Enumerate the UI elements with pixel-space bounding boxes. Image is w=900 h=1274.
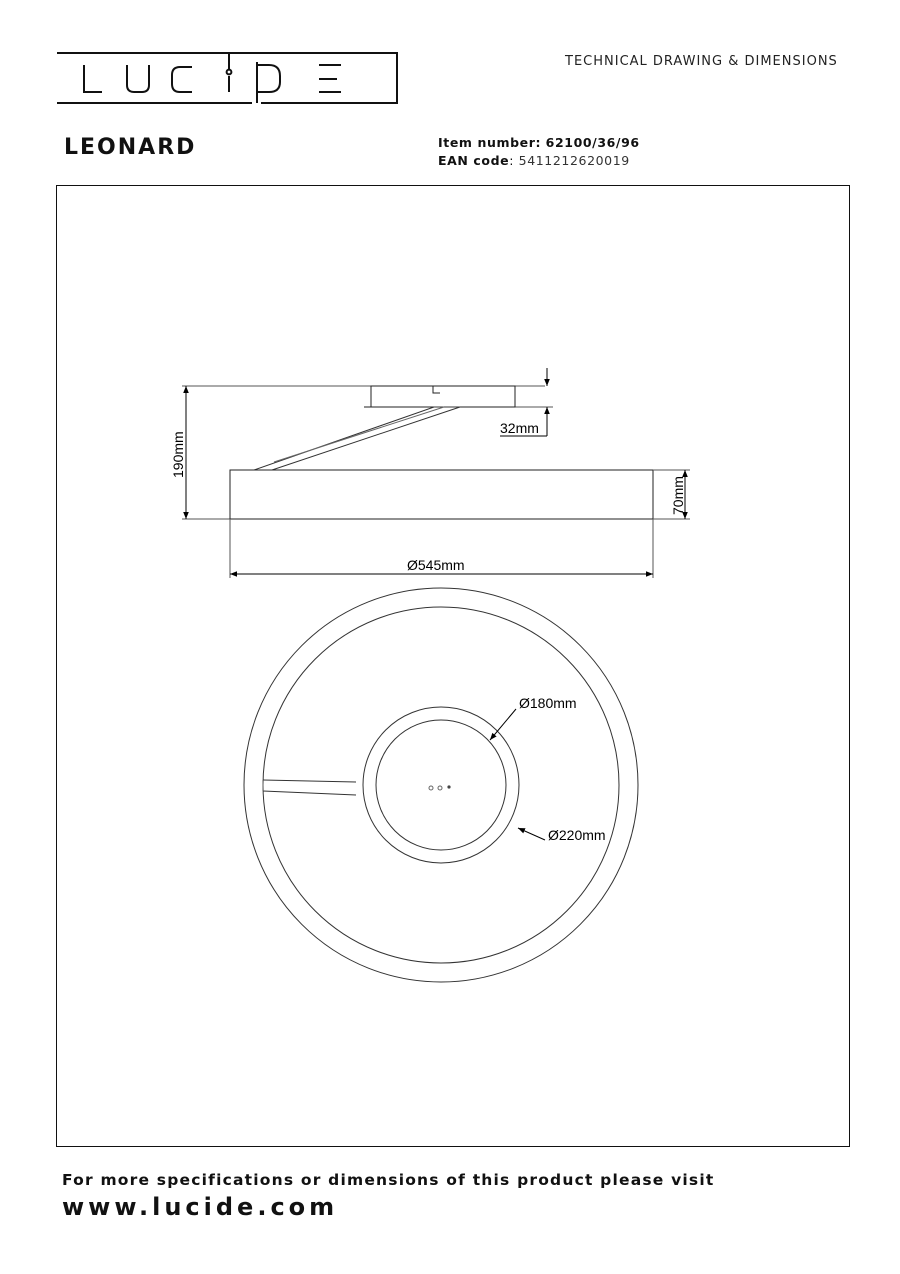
mount-hole xyxy=(447,785,450,788)
document-type-title: TECHNICAL DRAWING & DIMENSIONS xyxy=(565,54,838,69)
dim-arrow-220 xyxy=(518,828,545,840)
dim-label-32: 32mm xyxy=(500,420,539,436)
footer-note: For more specifications or dimensions of this product please visit xyxy=(62,1171,715,1189)
dim-label-190: 190mm xyxy=(170,431,186,478)
product-name: LEONARD xyxy=(64,135,197,160)
top-view xyxy=(244,588,638,982)
canopy-inner-circle xyxy=(376,720,506,850)
outer-ring-inner-edge xyxy=(263,607,619,963)
outer-ring-outer-edge xyxy=(244,588,638,982)
dim-label-180: Ø180mm xyxy=(519,695,577,711)
mount-hole xyxy=(429,786,433,790)
mount-hole xyxy=(438,786,442,790)
item-number-label: Item number: xyxy=(438,135,542,150)
top-view-arm xyxy=(263,780,356,795)
ean-label: EAN code xyxy=(438,153,510,168)
ean-row: EAN code: 5411212620019 xyxy=(438,153,630,168)
side-view xyxy=(182,386,690,578)
arm-inner-line xyxy=(274,407,444,462)
canopy-outer-circle xyxy=(363,707,519,863)
dim-label-70: 70mm xyxy=(670,476,686,515)
website-link[interactable]: www.lucide.com xyxy=(62,1193,339,1221)
support-arm xyxy=(254,407,460,470)
canopy xyxy=(371,386,515,407)
dim-label-220: Ø220mm xyxy=(548,827,606,843)
canopy-notch xyxy=(433,386,440,393)
item-number-value: 62100/36/96 xyxy=(545,135,640,150)
ean-value: 5411212620019 xyxy=(518,153,630,168)
dim-arrow-180 xyxy=(490,709,516,740)
ring-side xyxy=(230,470,653,519)
dim-label-545: Ø545mm xyxy=(407,557,465,573)
